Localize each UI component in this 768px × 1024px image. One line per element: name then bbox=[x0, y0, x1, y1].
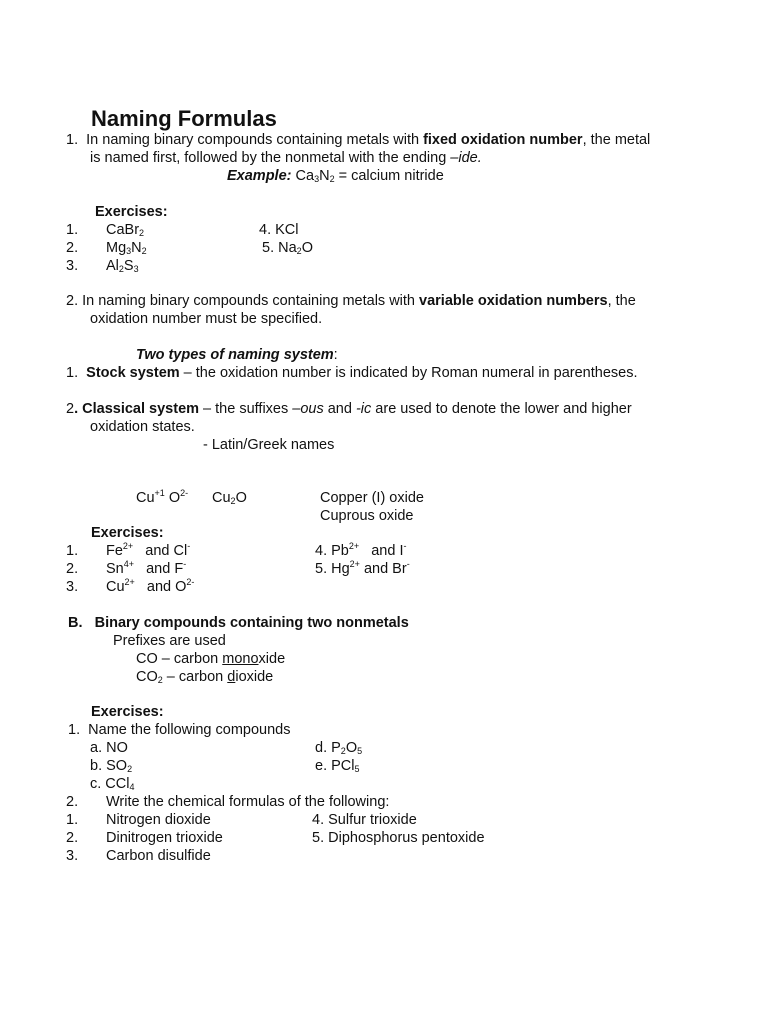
exercise-3-num: 3. bbox=[66, 258, 79, 274]
ion-exercise-3-num: 3. bbox=[66, 579, 79, 595]
page-title: Naming Formulas bbox=[91, 106, 277, 131]
exercises-heading-1: Exercises: bbox=[95, 204, 168, 220]
compound-e: e. PCl$_5$ bbox=[315, 758, 360, 774]
classical-name: Cuprous oxide bbox=[320, 508, 414, 524]
ion-exercise-2-num: 2. bbox=[66, 561, 79, 577]
rule-1-line-2: is named first, followed by the nonmetal with the ending –ide. bbox=[90, 150, 482, 166]
exercise-3-formula: $Al_2S_3$ bbox=[106, 258, 139, 274]
ion-exercise-3: $Cu^{2+}$ and $O^{2-}$ bbox=[106, 577, 195, 595]
formula-item-2: Dinitrogen trioxide bbox=[106, 830, 223, 846]
formula-item-1-num: 1. bbox=[66, 812, 79, 828]
exercise-2-formula: $Mg_3N_2$ bbox=[106, 240, 147, 256]
stock-system-line: 1. Stock system – the oxidation number is indicated by Roman numeral in parentheses. bbox=[66, 365, 638, 381]
exercise-2-num: 2. bbox=[66, 240, 79, 256]
stock-system-term: Stock system bbox=[86, 365, 180, 381]
classical-system-line-2: oxidation states. bbox=[90, 419, 195, 435]
ion-exercise-4: 4. $Pb^{2+}$ and I- bbox=[315, 541, 407, 559]
exercise-1-formula: CaBr$_2$ bbox=[106, 222, 145, 238]
variable-oxidation-term: variable oxidation numbers bbox=[419, 293, 608, 309]
rule-2-line-1: 2. In naming binary compounds containing metals with variable oxidation numbers, the bbox=[66, 293, 636, 309]
exercises-heading-2: Exercises: bbox=[91, 525, 164, 541]
ion-exercise-5: 5. $Hg^{2+}$ and Br- bbox=[315, 559, 410, 577]
rule-1-example: Example: $Ca_3N_2$ = calcium nitride bbox=[227, 168, 444, 184]
cu2o-formula: $Cu_2O$ bbox=[212, 490, 247, 506]
name-compounds-instruction: 1. Name the following compounds bbox=[68, 722, 291, 738]
ion-exercise-1-num: 1. bbox=[66, 543, 79, 559]
cu-o-ions: $Cu^{+1}$ $O^{2-}$ bbox=[136, 488, 189, 506]
formula-item-4: 4. Sulfur trioxide bbox=[312, 812, 417, 828]
ion-exercise-1: $Fe^{2+}$ and Cl- bbox=[106, 541, 191, 559]
section-b-heading: B. Binary compounds containing two nonmetals bbox=[68, 615, 409, 631]
latin-greek-note: - Latin/Greek names bbox=[203, 437, 335, 453]
write-formulas-num: 2. bbox=[66, 794, 79, 810]
ion-exercise-2: $Sn^{4+}$ and F- bbox=[106, 559, 187, 577]
exercise-4-formula: 4. KCl bbox=[259, 222, 299, 238]
prefixes-note: Prefixes are used bbox=[113, 633, 226, 649]
classical-system-line-1: 2. Classical system – the suffixes –ous and -ic are used to denote the lower and higher bbox=[66, 401, 632, 417]
classical-system-term: . Classical system bbox=[74, 401, 200, 417]
compound-b: b. $SO_2$ bbox=[90, 758, 133, 774]
rule-2-line-2: oxidation number must be specified. bbox=[90, 311, 323, 327]
compound-c: c. CCl$_4$ bbox=[90, 776, 135, 792]
formula-item-5: 5. Diphosphorus pentoxide bbox=[312, 830, 485, 846]
example-label: Example: bbox=[227, 168, 292, 184]
exercises-heading-3: Exercises: bbox=[91, 704, 164, 720]
exercise-5-formula: 5. $Na_2O$ bbox=[262, 240, 313, 256]
compound-d: d. $P_2O_5$ bbox=[315, 740, 363, 756]
fixed-oxidation-term: fixed oxidation number bbox=[423, 132, 583, 148]
formula-item-1: Nitrogen dioxide bbox=[106, 812, 211, 828]
stock-name: Copper (I) oxide bbox=[320, 490, 424, 506]
formula-item-3-num: 3. bbox=[66, 848, 79, 864]
rule-1-line-1: 1. In naming binary compounds containing metals with fixed oxidation number, the metal bbox=[66, 132, 651, 148]
two-types-heading: Two types of naming system: bbox=[136, 347, 338, 363]
co-example: CO – carbon monoxide bbox=[136, 651, 286, 667]
formula-item-2-num: 2. bbox=[66, 830, 79, 846]
compound-a: a. NO bbox=[90, 740, 128, 756]
rule-1-number: 1. bbox=[66, 132, 79, 148]
exercise-1-num: 1. bbox=[66, 222, 79, 238]
formula-item-3: Carbon disulfide bbox=[106, 848, 211, 864]
write-formulas-instruction: Write the chemical formulas of the following: bbox=[106, 794, 390, 810]
co2-example: $CO_2$ – carbon dioxide bbox=[136, 669, 274, 685]
